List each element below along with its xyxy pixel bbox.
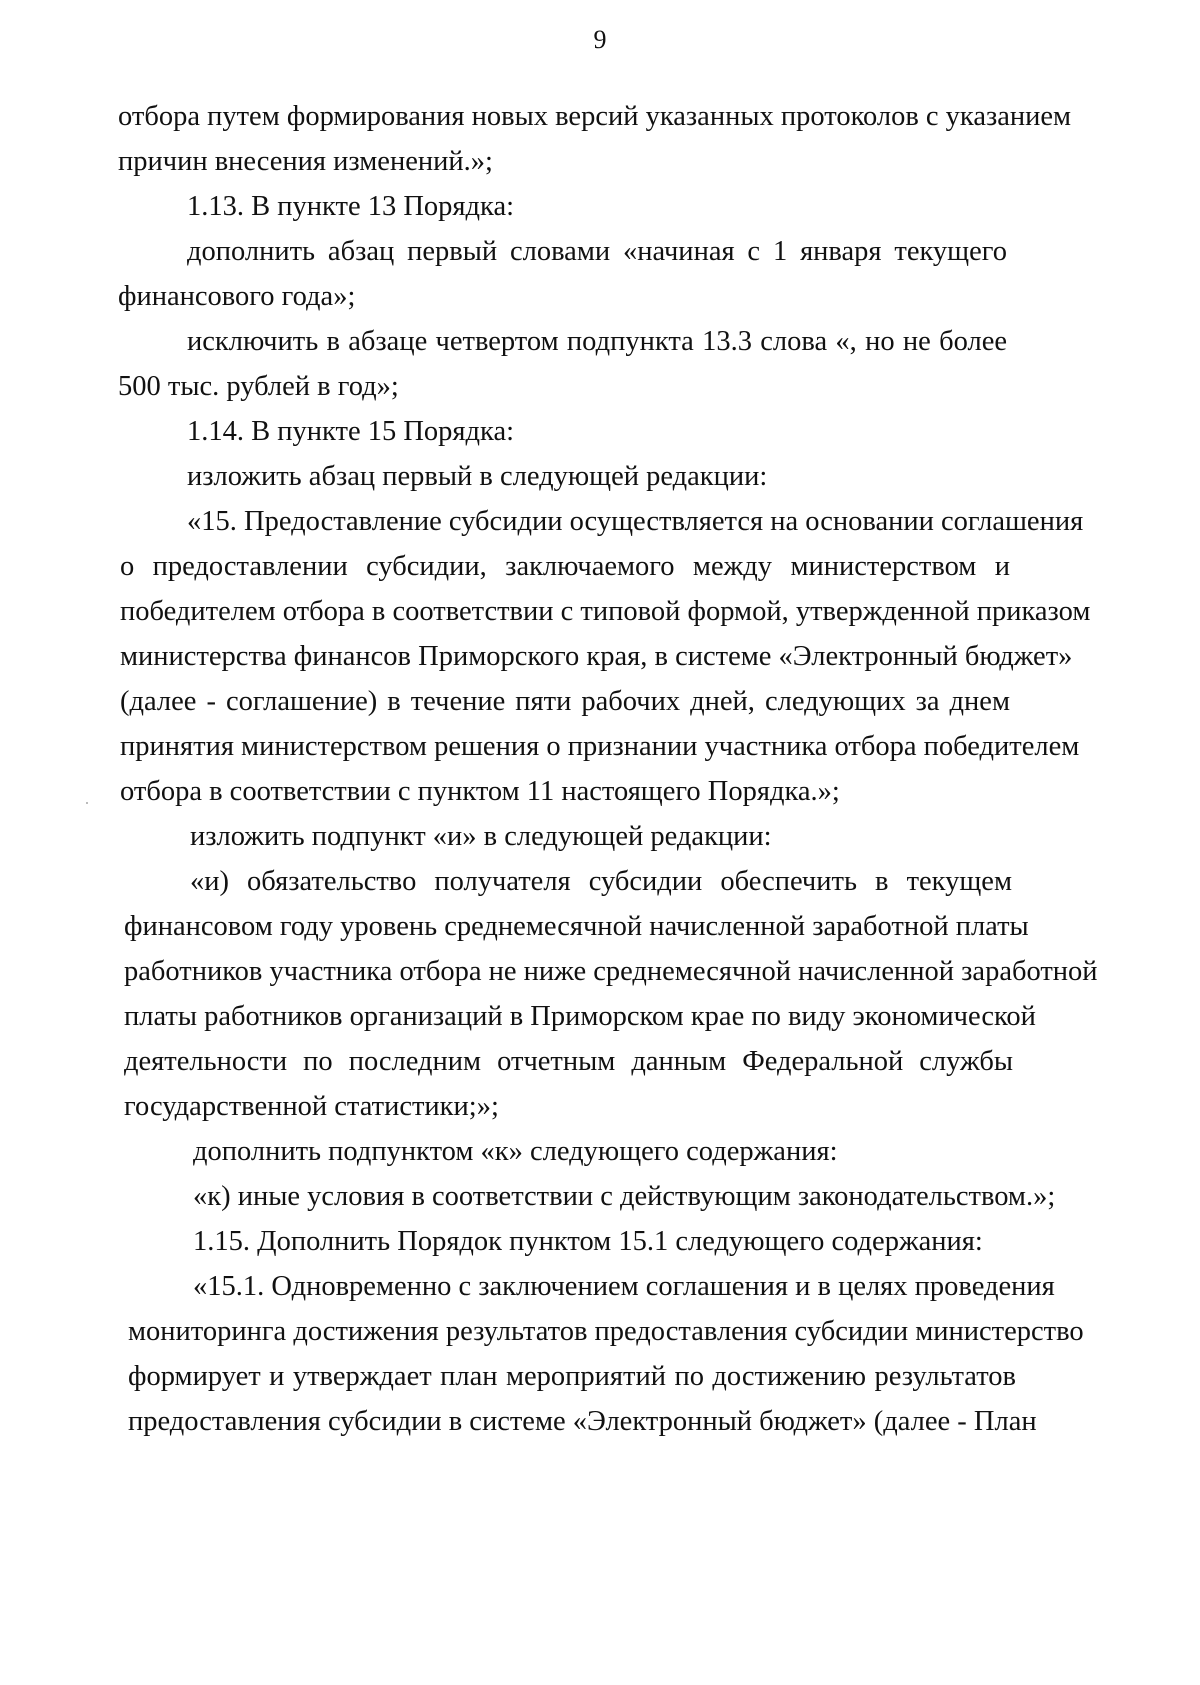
text-line: о предоставлении субсидии, заключаемого между министерством и (120, 551, 1010, 582)
text-line: исключить в абзаце четвертом подпункта 13.3 слова «, но не более (187, 326, 1007, 357)
text-line: деятельности по последним отчетным данным Федеральной службы (124, 1046, 1013, 1077)
text-line: мониторинга достижения результатов предоставления субсидии министерство (128, 1316, 1084, 1347)
text-line: финансового года»; (118, 281, 356, 312)
text-line: принятия министерством решения о признании участника отбора победителем (120, 731, 1080, 762)
text-line: министерства финансов Приморского края, в системе «Электронный бюджет» (120, 641, 1073, 672)
page-number: 9 (593, 25, 607, 54)
text-line: 1.15. Дополнить Порядок пунктом 15.1 следующего содержания: (193, 1226, 983, 1257)
text-line: предоставления субсидии в системе «Электронный бюджет» (далее - План (128, 1406, 1037, 1437)
text-line: изложить абзац первый в следующей редакции: (187, 461, 768, 492)
text-line: отбора в соответствии с пунктом 11 настоящего Порядка.»; (120, 776, 840, 807)
text-line: финансовом году уровень среднемесячной начисленной заработной платы (124, 911, 1029, 942)
text-line: 1.13. В пункте 13 Порядка: (187, 191, 515, 222)
text-line: (далее - соглашение) в течение пяти рабочих дней, следующих за днем (120, 686, 1010, 717)
text-line: дополнить абзац первый словами «начиная с 1 января текущего (187, 236, 1007, 267)
text-line: «15. Предоставление субсидии осуществляется на основании соглашения (187, 506, 1084, 537)
text-line: «15.1. Одновременно с заключением соглашения и в целях проведения (193, 1271, 1055, 1302)
text-line: 500 тыс. рублей в год»; (118, 371, 399, 402)
text-line: платы работников организаций в Приморском крае по виду экономической (124, 1001, 1036, 1032)
text-line: работников участника отбора не ниже среднемесячной начисленной заработной (124, 956, 1098, 987)
text-line: государственной статистики;»; (124, 1091, 499, 1122)
text-line: формирует и утверждает план мероприятий по достижению результатов (128, 1361, 1016, 1392)
scan-speck (86, 802, 88, 804)
text-line: «и) обязательство получателя субсидии обеспечить в текущем (190, 866, 1012, 897)
text-line: изложить подпункт «и» в следующей редакции: (190, 821, 772, 852)
text-line: дополнить подпунктом «к» следующего содержания: (193, 1136, 838, 1167)
text-line: 1.14. В пункте 15 Порядка: (187, 416, 515, 447)
text-line: «к) иные условия в соответствии с действующим законодательством.»; (193, 1181, 1056, 1212)
text-line: отбора путем формирования новых версий указанных протоколов с указанием (118, 101, 1072, 132)
text-line: победителем отбора в соответствии с типовой формой, утвержденной приказом (120, 596, 1091, 627)
text-line: причин внесения изменений.»; (118, 146, 493, 177)
